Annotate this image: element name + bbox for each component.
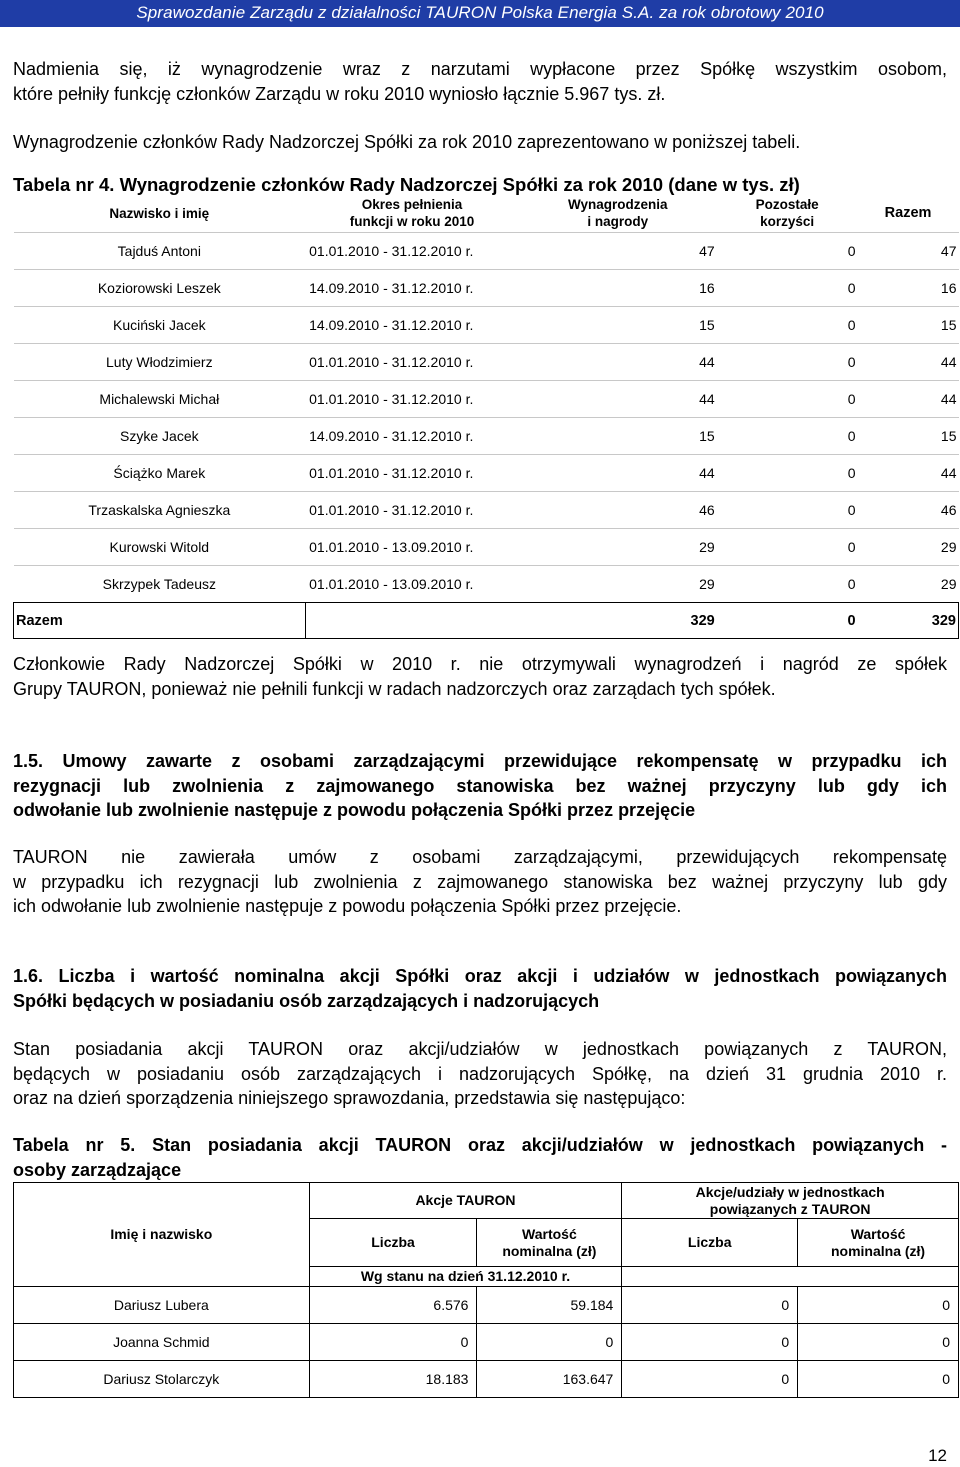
section-1-5-heading-line2: rezygnacji lub zwolnienia z zajmowanego stanowiska bez ważnej przyczyny lub gdy ich [13,775,947,796]
intro-p1-line2: które pełniły funkcję członków Zarządu w roku 2010 wyniosło łącznie 5.967 tys. zł. [13,83,666,104]
section-1-5-heading-line1: 1.5. Umowy zawarte z osobami zarządzającymi przewidujące rekompensatę w przypadku ich [13,751,947,771]
table4-header-name: Nazwisko i imię [109,205,210,221]
table4-supervisory-board-pay [13,194,959,639]
after-table4-line2: Grupy TAURON, ponieważ nie pełnili funkcji w radach nadzorczych oraz zarządach tych spółek. [13,678,776,699]
table5-header-related-count: Liczba [622,1219,798,1267]
table4-cell-name: Kuciński Jacek [113,317,206,333]
table4-header-row [14,194,959,233]
table4-cell-other: 0 [847,465,856,481]
table4-cell-total: 29 [940,539,957,555]
table5-cell-name: Dariusz Stolarczyk [14,1361,310,1398]
table4-cell-other: 0 [847,243,856,259]
after-table4-line1: Członkowie Rady Nadzorczej Spółki w 2010 r. nie otrzymywali wynagrodzeń i nagród ze spółek [13,654,947,674]
table4-row [14,418,959,455]
table5-cell-tauron-count: 18.183 [309,1361,477,1398]
table4-cell-pay: 44 [699,391,715,407]
table4-cell-name: Tajduś Antoni [117,243,201,259]
table5-row [14,1361,959,1398]
table5-header-tauron-count: Liczba [309,1219,477,1267]
table5-cell-name: Dariusz Lubera [14,1287,310,1324]
table4-total-row [14,603,959,639]
table4-cell-name: Trzaskalska Agnieszka [88,502,231,518]
table4-cell-name: Luty Włodzimierz [106,354,213,370]
table4-cell-total: 29 [940,576,957,592]
table4-cell-period: 01.01.2010 - 13.09.2010 r. [309,539,474,555]
table4-header-total: Razem [884,204,932,221]
table4-cell-period: 01.01.2010 - 31.12.2010 r. [309,465,474,481]
table5-header-as-of: Wg stanu na dzień 31.12.2010 r. [309,1267,622,1287]
section-1-6-body-line2: będących w posiadaniu osób zarządzających i nadzorujących Spółkę, na dzień 31 grudnia 2010 r. [13,1063,947,1084]
table5-header-tauron: Akcje TAURON [309,1183,622,1219]
table4-total-other: 0 [847,612,856,629]
table4-header-pay: Wynagrodzenia i nagrody [568,197,668,229]
table4-cell-total: 44 [940,354,957,370]
table4-cell-other: 0 [847,354,856,370]
section-1-5-heading [13,749,947,823]
table4-row [14,381,959,418]
table4-cell-period: 01.01.2010 - 31.12.2010 r. [309,243,474,259]
section-1-5-body-line1: TAURON nie zawierała umów z osobami zarządzającymi, przewidujących rekompensatę [13,847,947,867]
table5-cell-related-count: 0 [622,1361,798,1398]
table5-cell-name: Joanna Schmid [14,1324,310,1361]
table4-cell-other: 0 [847,576,856,592]
table5-header-tauron-value: Wartość nominalna (zł) [477,1219,622,1267]
section-1-6-heading [13,964,947,1013]
table4-cell-period: 14.09.2010 - 31.12.2010 r. [309,428,474,444]
table5-cell-related-value: 0 [798,1324,959,1361]
section-1-6-body-line1: Stan posiadania akcji TAURON oraz akcji/udziałów w jednostkach powiązanych z TAURON, [13,1039,947,1059]
table5-header-name: Imię i nazwisko [14,1183,310,1287]
table5-cell-tauron-count: 0 [309,1324,477,1361]
table4-header-other: Pozostałe korzyści [755,197,819,229]
table4-cell-pay: 29 [699,576,715,592]
table4-cell-total: 44 [940,465,957,481]
table5-header-related: Akcje/udziały w jednostkach powiązanych z TAURON [622,1183,959,1219]
table5-cell-tauron-value: 163.647 [477,1361,622,1398]
table5-cell-related-count: 0 [622,1324,798,1361]
table5-caption [13,1133,947,1182]
table4-total-sum: 329 [858,603,959,639]
section-1-6-body [13,1037,947,1111]
table4-cell-total: 46 [940,502,957,518]
table4-cell-other: 0 [847,428,856,444]
table4-cell-name: Ściążko Marek [113,465,206,481]
table4-row [14,344,959,381]
table4-cell-pay: 44 [699,354,715,370]
after-table4-paragraph [13,652,947,701]
section-1-5-body [13,845,947,919]
table4-cell-pay: 16 [699,280,715,296]
table4-cell-period: 01.01.2010 - 31.12.2010 r. [309,502,474,518]
table4-cell-other: 0 [847,317,856,333]
table5-cell-related-value: 0 [798,1361,959,1398]
table4-row [14,270,959,307]
table4-cell-pay: 46 [699,502,715,518]
table4-cell-pay: 15 [699,317,715,333]
table4-cell-period: 14.09.2010 - 31.12.2010 r. [309,317,474,333]
intro-paragraph-1 [13,57,947,106]
table4-cell-pay: 15 [699,428,715,444]
section-1-5-heading-line3: odwołanie lub zwolnienie następuje z powodu połączenia Spółki przez przejęcie [13,800,696,820]
table4-header-period: Okres pełnienia funkcji w roku 2010 [349,197,475,229]
header-bar [0,0,960,27]
table4-cell-name: Kurowski Witold [109,539,210,555]
intro-paragraph-2: Wynagrodzenie członków Rady Nadzorczej Spółki za rok 2010 zaprezentowano w poniższej tabeli. [13,132,801,152]
table5-header-as-of-empty [622,1267,959,1287]
table4-cell-other: 0 [847,502,856,518]
table5-caption-line1: Tabela nr 5. Stan posiadania akcji TAURON oraz akcji/udziałów w jednostkach powiązanych - [13,1135,947,1155]
table5-caption-line2: osoby zarządzające [13,1159,182,1180]
table4-cell-period: 01.01.2010 - 31.12.2010 r. [309,354,474,370]
table4-cell-total: 44 [940,391,957,407]
table4-total-label: Razem [14,603,306,639]
table5-row [14,1324,959,1361]
table4-cell-period: 01.01.2010 - 31.12.2010 r. [309,391,474,407]
table4-cell-name: Michalewski Michał [99,391,220,407]
table4-cell-other: 0 [847,391,856,407]
table4-caption: Tabela nr 4. Wynagrodzenie członków Rady Nadzorczej Spółki za rok 2010 (dane w tys. zł) [13,174,800,195]
table4-cell-pay: 47 [699,243,715,259]
table5-row [14,1287,959,1324]
table4-row [14,566,959,603]
table5-cell-related-count: 0 [622,1287,798,1324]
table4-cell-total: 15 [940,317,957,333]
table4-row [14,233,959,270]
table4-cell-other: 0 [847,539,856,555]
table5-cell-related-value: 0 [798,1287,959,1324]
table4-row [14,492,959,529]
table4-total-pay: 329 [690,612,715,629]
table5-header-related-value: Wartość nominalna (zł) [798,1219,959,1267]
table5-cell-tauron-count: 6.576 [309,1287,477,1324]
table4-cell-name: Koziorowski Leszek [97,280,221,296]
table4-row [14,307,959,344]
table4-cell-pay: 44 [699,465,715,481]
table4-cell-pay: 29 [699,539,715,555]
table4-cell-name: Szyke Jacek [120,428,199,444]
table5-cell-tauron-value: 59.184 [477,1287,622,1324]
table4-row [14,529,959,566]
table4-total-period [305,603,519,639]
table5-cell-tauron-value: 0 [477,1324,622,1361]
section-1-6-heading-line1: 1.6. Liczba i wartość nominalna akcji Spółki oraz akcji i udziałów w jednostkach powiązanych [13,966,947,986]
page-number: 12 [928,1446,947,1465]
intro-p1-line1: Nadmienia się, iż wynagrodzenie wraz z narzutami wypłacone przez Spółkę wszystkim osobom, [13,59,947,79]
table4-cell-other: 0 [847,280,856,296]
section-1-5-body-line2: w przypadku ich rezygnacji lub zwolnienia z zajmowanego stanowiska bez ważnej przyczyny lub gdy [13,871,947,892]
section-1-6-body-line3: oraz na dzień sporządzenia niniejszego sprawozdania, przedstawia się następująco: [13,1088,686,1108]
section-1-5-body-line3: ich odwołanie lub zwolnienie następuje z powodu połączenia Spółki przez przejęcie. [13,896,682,916]
section-1-6-heading-line2: Spółki będących w posiadaniu osób zarządzających i nadzorujących [13,990,600,1011]
table4-cell-total: 16 [940,280,957,296]
table4-cell-total: 15 [940,428,957,444]
table4-cell-total: 47 [940,243,957,259]
table4-row [14,455,959,492]
table4-cell-name: Skrzypek Tadeusz [102,576,216,592]
table5-management-shares [13,1182,959,1398]
table4-cell-period: 14.09.2010 - 31.12.2010 r. [309,280,474,296]
header-title: Sprawozdanie Zarządu z działalności TAURON Polska Energia S.A. za rok obrotowy 2010 [136,3,824,22]
table4-cell-period: 01.01.2010 - 13.09.2010 r. [309,576,474,592]
